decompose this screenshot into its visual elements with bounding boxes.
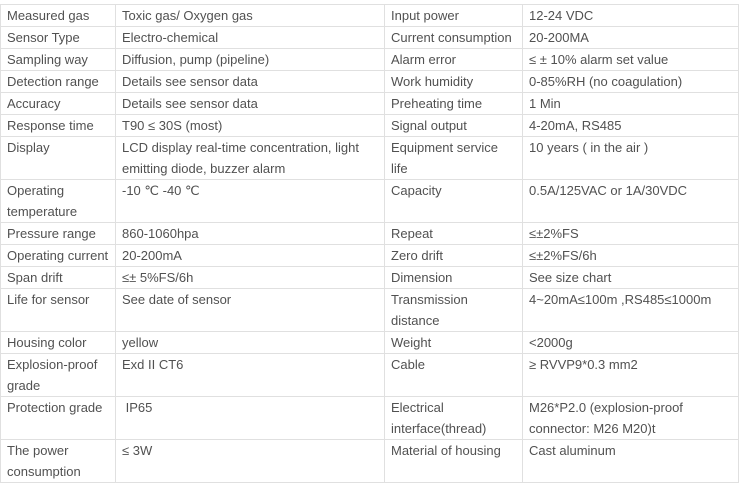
spec-value-cell: Exd II CT6 bbox=[116, 354, 385, 397]
spec-value-cell: IP65 bbox=[116, 397, 385, 440]
spec-value-cell: 20-200MA bbox=[523, 27, 739, 49]
table-row bbox=[1, 27, 739, 49]
spec-label-cell: Signal output bbox=[385, 115, 523, 137]
spec-value-cell: 12-24 VDC bbox=[523, 5, 739, 27]
table-row bbox=[1, 115, 739, 137]
spec-value-cell: 20-200mA bbox=[116, 245, 385, 267]
spec-label-cell: Work humidity bbox=[385, 71, 523, 93]
spec-label-cell: Repeat bbox=[385, 223, 523, 245]
spec-value-cell: Cast aluminum bbox=[523, 440, 739, 483]
spec-value-cell: See date of sensor bbox=[116, 289, 385, 332]
spec-label-cell: Current consumption bbox=[385, 27, 523, 49]
spec-value-cell: 4-20mA, RS485 bbox=[523, 115, 739, 137]
table-row bbox=[1, 267, 739, 289]
spec-label-cell: Explosion-proof grade bbox=[1, 354, 116, 397]
table-row bbox=[1, 5, 739, 27]
table-row bbox=[1, 289, 739, 332]
spec-value-cell: M26*P2.0 (explosion-proof connector: M26 M20)t bbox=[523, 397, 739, 440]
spec-value-cell: ≤±2%FS bbox=[523, 223, 739, 245]
specifications-table-body bbox=[1, 5, 739, 483]
spec-value-cell: 10 years ( in the air ) bbox=[523, 137, 739, 180]
spec-label-cell: Electrical interface(thread) bbox=[385, 397, 523, 440]
spec-value-cell: 860-1060hpa bbox=[116, 223, 385, 245]
spec-label-cell: Operating current bbox=[1, 245, 116, 267]
spec-label-cell: Dimension bbox=[385, 267, 523, 289]
spec-label-cell: Response time bbox=[1, 115, 116, 137]
table-row bbox=[1, 223, 739, 245]
table-row bbox=[1, 49, 739, 71]
spec-label-cell: Weight bbox=[385, 332, 523, 354]
spec-label-cell: Life for sensor bbox=[1, 289, 116, 332]
spec-label-cell: Zero drift bbox=[385, 245, 523, 267]
spec-label-cell: Operating temperature bbox=[1, 180, 116, 223]
spec-value-cell: Details see sensor data bbox=[116, 71, 385, 93]
table-row bbox=[1, 137, 739, 180]
spec-value-cell: Diffusion, pump (pipeline) bbox=[116, 49, 385, 71]
table-row bbox=[1, 180, 739, 223]
spec-value-cell: Toxic gas/ Oxygen gas bbox=[116, 5, 385, 27]
table-row bbox=[1, 354, 739, 397]
spec-value-cell: ≤ 3W bbox=[116, 440, 385, 483]
spec-label-cell: Transmission distance bbox=[385, 289, 523, 332]
spec-value-cell: ≥ RVVP9*0.3 mm2 bbox=[523, 354, 739, 397]
table-row bbox=[1, 397, 739, 440]
spec-label-cell: Alarm error bbox=[385, 49, 523, 71]
spec-label-cell: Measured gas bbox=[1, 5, 116, 27]
spec-value-cell: T90 ≤ 30S (most) bbox=[116, 115, 385, 137]
spec-label-cell: Cable bbox=[385, 354, 523, 397]
table-row bbox=[1, 440, 739, 483]
spec-value-cell: 0-85%RH (no coagulation) bbox=[523, 71, 739, 93]
spec-label-cell: Display bbox=[1, 137, 116, 180]
spec-value-cell: ≤±2%FS/6h bbox=[523, 245, 739, 267]
spec-label-cell: Housing color bbox=[1, 332, 116, 354]
spec-value-cell: Electro-chemical bbox=[116, 27, 385, 49]
spec-label-cell: Capacity bbox=[385, 180, 523, 223]
spec-label-cell: Equipment service life bbox=[385, 137, 523, 180]
table-row bbox=[1, 71, 739, 93]
spec-value-cell: See size chart bbox=[523, 267, 739, 289]
spec-value-cell: -10 ℃ -40 ℃ bbox=[116, 180, 385, 223]
spec-label-cell: Sampling way bbox=[1, 49, 116, 71]
table-row bbox=[1, 93, 739, 115]
spec-value-cell: 0.5A/125VAC or 1A/30VDC bbox=[523, 180, 739, 223]
spec-label-cell: Material of housing bbox=[385, 440, 523, 483]
spec-value-cell: LCD display real-time concentration, light emitting diode, buzzer alarm bbox=[116, 137, 385, 180]
spec-value-cell: ≤± 5%FS/6h bbox=[116, 267, 385, 289]
spec-label-cell: Preheating time bbox=[385, 93, 523, 115]
specifications-table bbox=[0, 4, 739, 483]
spec-value-cell: <2000g bbox=[523, 332, 739, 354]
spec-value-cell: ≤ ± 10% alarm set value bbox=[523, 49, 739, 71]
spec-label-cell: Sensor Type bbox=[1, 27, 116, 49]
table-row bbox=[1, 245, 739, 267]
spec-value-cell: 1 Min bbox=[523, 93, 739, 115]
spec-label-cell: Protection grade bbox=[1, 397, 116, 440]
spec-value-cell: Details see sensor data bbox=[116, 93, 385, 115]
spec-label-cell: Span drift bbox=[1, 267, 116, 289]
spec-label-cell: Pressure range bbox=[1, 223, 116, 245]
spec-value-cell: 4~20mA≤100m ,RS485≤1000m bbox=[523, 289, 739, 332]
spec-label-cell: Accuracy bbox=[1, 93, 116, 115]
table-row bbox=[1, 332, 739, 354]
spec-label-cell: Detection range bbox=[1, 71, 116, 93]
spec-label-cell: Input power bbox=[385, 5, 523, 27]
spec-value-cell: yellow bbox=[116, 332, 385, 354]
spec-label-cell: The power consumption bbox=[1, 440, 116, 483]
